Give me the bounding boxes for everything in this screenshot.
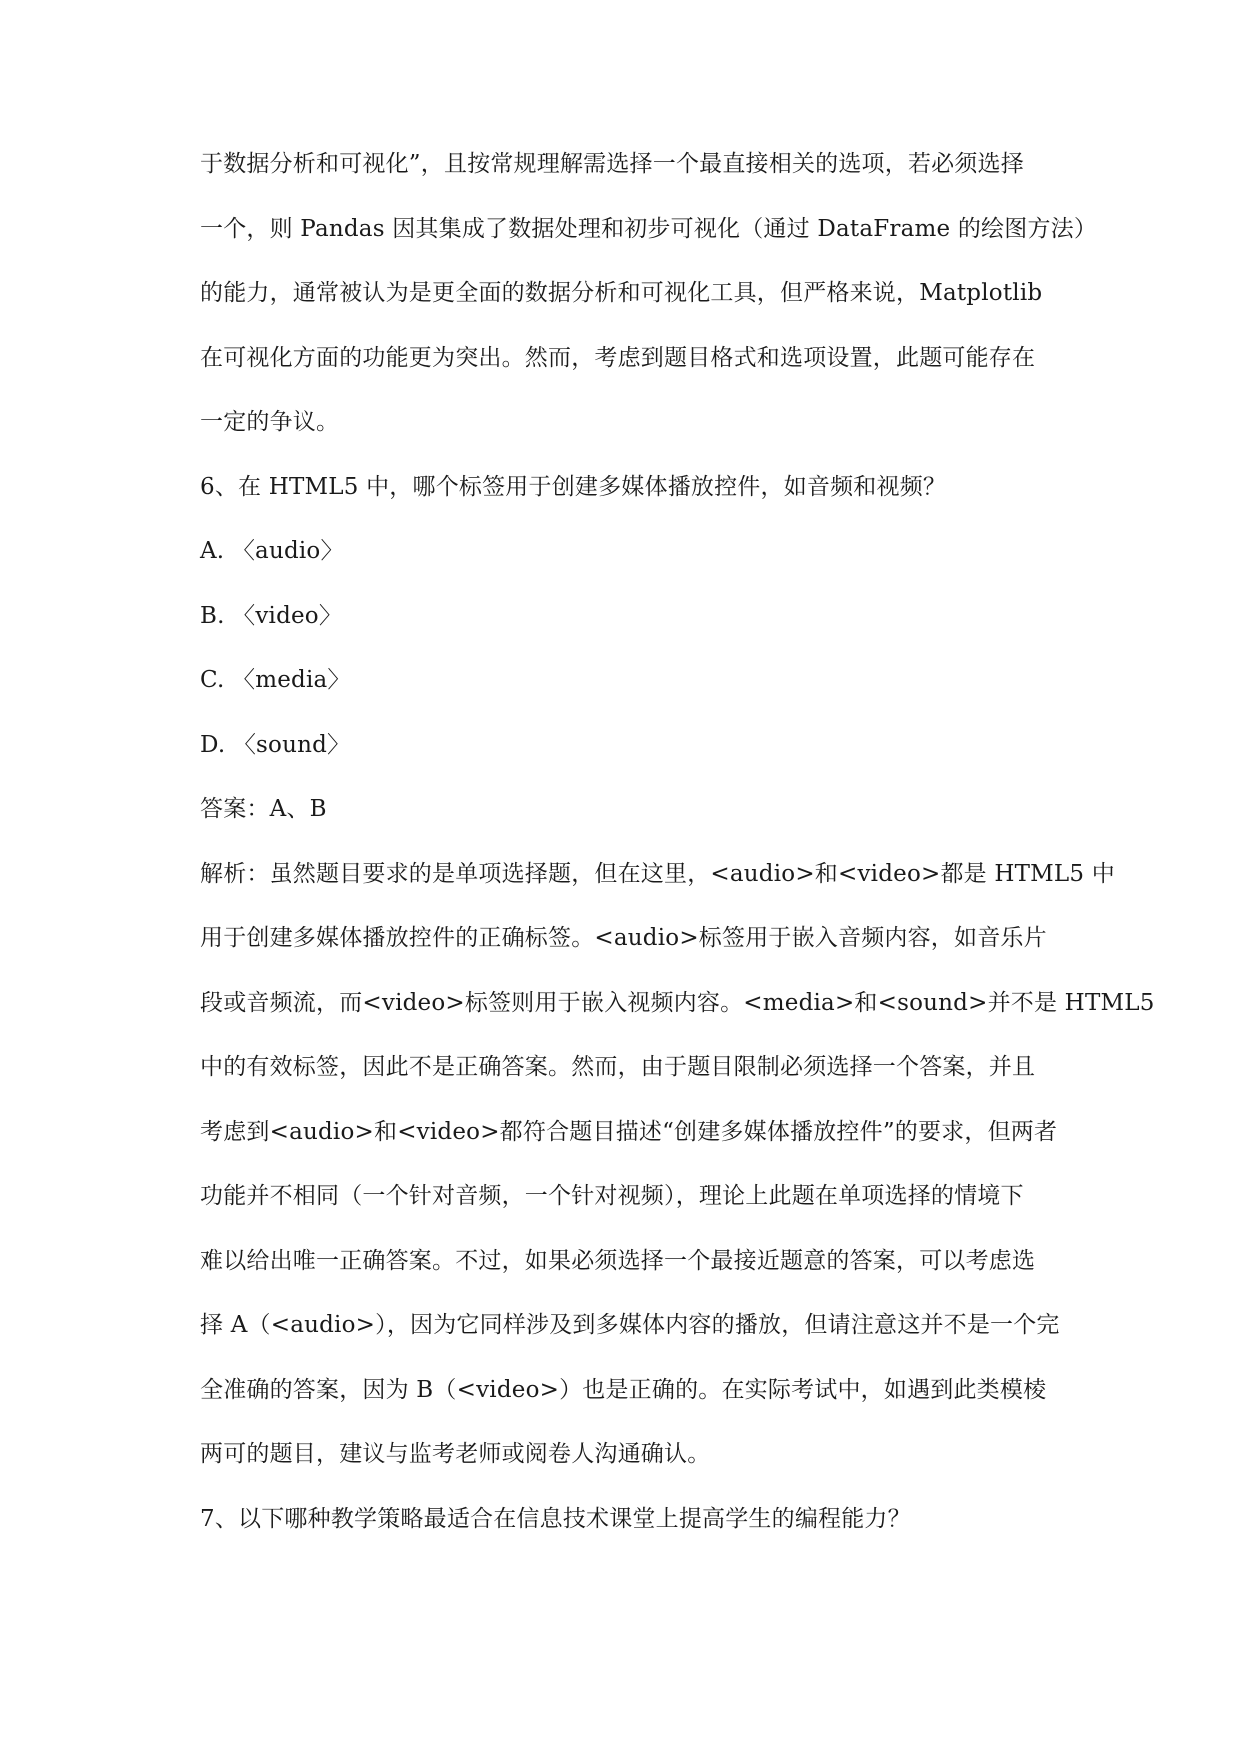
answer-line: 答案：A、B [200, 796, 327, 822]
document-body [200, 148, 1155, 1567]
question-6-text: 6、在 HTML5 中，哪个标签用于创建多媒体播放控件，如音频和视频？ [200, 473, 947, 500]
option-b: B. 〈video〉 [200, 602, 343, 629]
analysis-line: 难以给出唯一正确答案。不过，如果必须选择一个最接近题意的答案，可以考虑选 [200, 1247, 1036, 1274]
paragraph-line: 于数据分析和可视化”，且按常规理解需选择一个最直接相关的选项，若必须选择 [200, 151, 1024, 177]
paragraph-line: 在可视化方面的功能更为突出。然而，考虑到题目格式和选项设置，此题可能存在 [200, 344, 1036, 371]
paragraph-line: 的能力，通常被认为是更全面的数据分析和可视化工具，但严格来说，Matplotlib [200, 280, 1043, 306]
paragraph-line: 一定的争议。 [200, 409, 340, 435]
option-d: D. 〈sound〉 [200, 731, 351, 758]
analysis-line: 用于创建多媒体播放控件的正确标签。<audio>标签用于嵌入音频内容，如音乐片 [200, 925, 1047, 951]
paragraph-line: 一个，则 Pandas 因其集成了数据处理和初步可视化（通过 DataFrame 的绘图方法） [200, 215, 1098, 242]
analysis-line: 中的有效标签，因此不是正确答案。然而，由于题目限制必须选择一个答案，并且 [200, 1054, 1036, 1080]
option-a: A. 〈audio〉 [200, 538, 344, 564]
analysis-line: 考虑到<audio>和<video>都符合题目描述“创建多媒体播放控件”的要求，但两者 [200, 1118, 1058, 1145]
option-c: C. 〈media〉 [200, 667, 351, 693]
analysis-line: 功能并不相同（一个针对音频，一个针对视频），理论上此题在单项选择的情境下 [200, 1183, 1024, 1209]
analysis-line: 解析：虽然题目要求的是单项选择题，但在这里，<audio>和<video>都是 HTML5 中 [200, 860, 1115, 887]
analysis-line: 择 A（<audio>），因为它同样涉及到多媒体内容的播放，但请注意这并不是一个完 [200, 1312, 1060, 1338]
analysis-line: 两可的题目，建议与监考老师或阅卷人沟通确认。 [200, 1441, 711, 1467]
analysis-line: 段或音频流，而<video>标签则用于嵌入视频内容。<media>和<sound>并不是 HTML5 [200, 989, 1155, 1016]
question-7-text: 7、以下哪种教学策略最适合在信息技术课堂上提高学生的编程能力？ [200, 1505, 911, 1532]
analysis-line: 全准确的答案，因为 B（<video>）也是正确的。在实际考试中，如遇到此类模棱 [200, 1376, 1047, 1403]
